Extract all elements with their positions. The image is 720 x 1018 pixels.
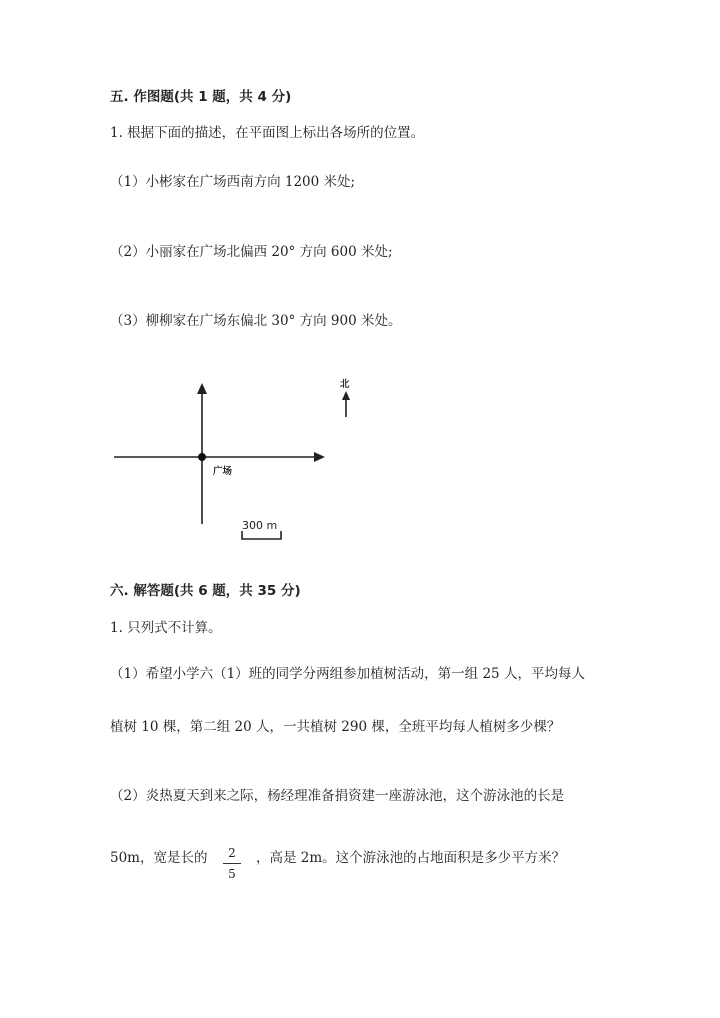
problem-2-line-1: （2）炎热夏天到来之际，杨经理准备捐资建一座游泳池，这个游泳池的长是 xyxy=(110,788,565,804)
plaza-point xyxy=(198,453,206,461)
question-1-prompt-section6: 1. 只列式不计算。 xyxy=(110,620,222,636)
north-label: 北 xyxy=(340,379,350,390)
section6-heading: 六. 解答题(共 6 题，共 35 分) xyxy=(110,583,301,599)
problem-1-line-1: （1）希望小学六（1）班的同学分两组参加植树活动，第一组 25 人，平均每人 xyxy=(110,666,585,682)
north-axis-arrowhead xyxy=(197,383,207,394)
description-item-2: （2）小丽家在广场北偏西 20° 方向 600 米处; xyxy=(110,244,393,260)
description-item-3: （3）柳柳家在广场东偏北 30° 方向 900 米处。 xyxy=(110,313,402,329)
problem-2-line-2-end: ，高是 2m。这个游泳池的占地面积是多少平方米？ xyxy=(256,850,566,866)
problem-2-line-2-start: 50m，宽是长的 xyxy=(110,850,208,866)
fraction-two-fifths xyxy=(222,846,242,881)
question-1-prompt: 1. 根据下面的描述，在平面图上标出各场所的位置。 xyxy=(110,125,425,141)
problem-1-line-2: 植树 10 棵，第二组 20 人，一共植树 290 棵，全班平均每人植树多少棵？ xyxy=(110,719,561,735)
plaza-label: 广场 xyxy=(213,466,233,477)
east-arrowhead xyxy=(314,452,325,462)
scale-bar xyxy=(242,531,281,539)
section5-heading: 五. 作图题(共 1 题，共 4 分) xyxy=(110,89,292,105)
fraction-bar xyxy=(223,863,241,864)
scale-label: 300 m xyxy=(242,519,278,532)
fraction-numerator: 2 xyxy=(228,846,236,860)
description-item-1: （1）小彬家在广场西南方向 1200 米处; xyxy=(110,174,356,190)
fraction-denominator: 5 xyxy=(228,867,236,881)
north-arrow-head xyxy=(342,391,350,400)
